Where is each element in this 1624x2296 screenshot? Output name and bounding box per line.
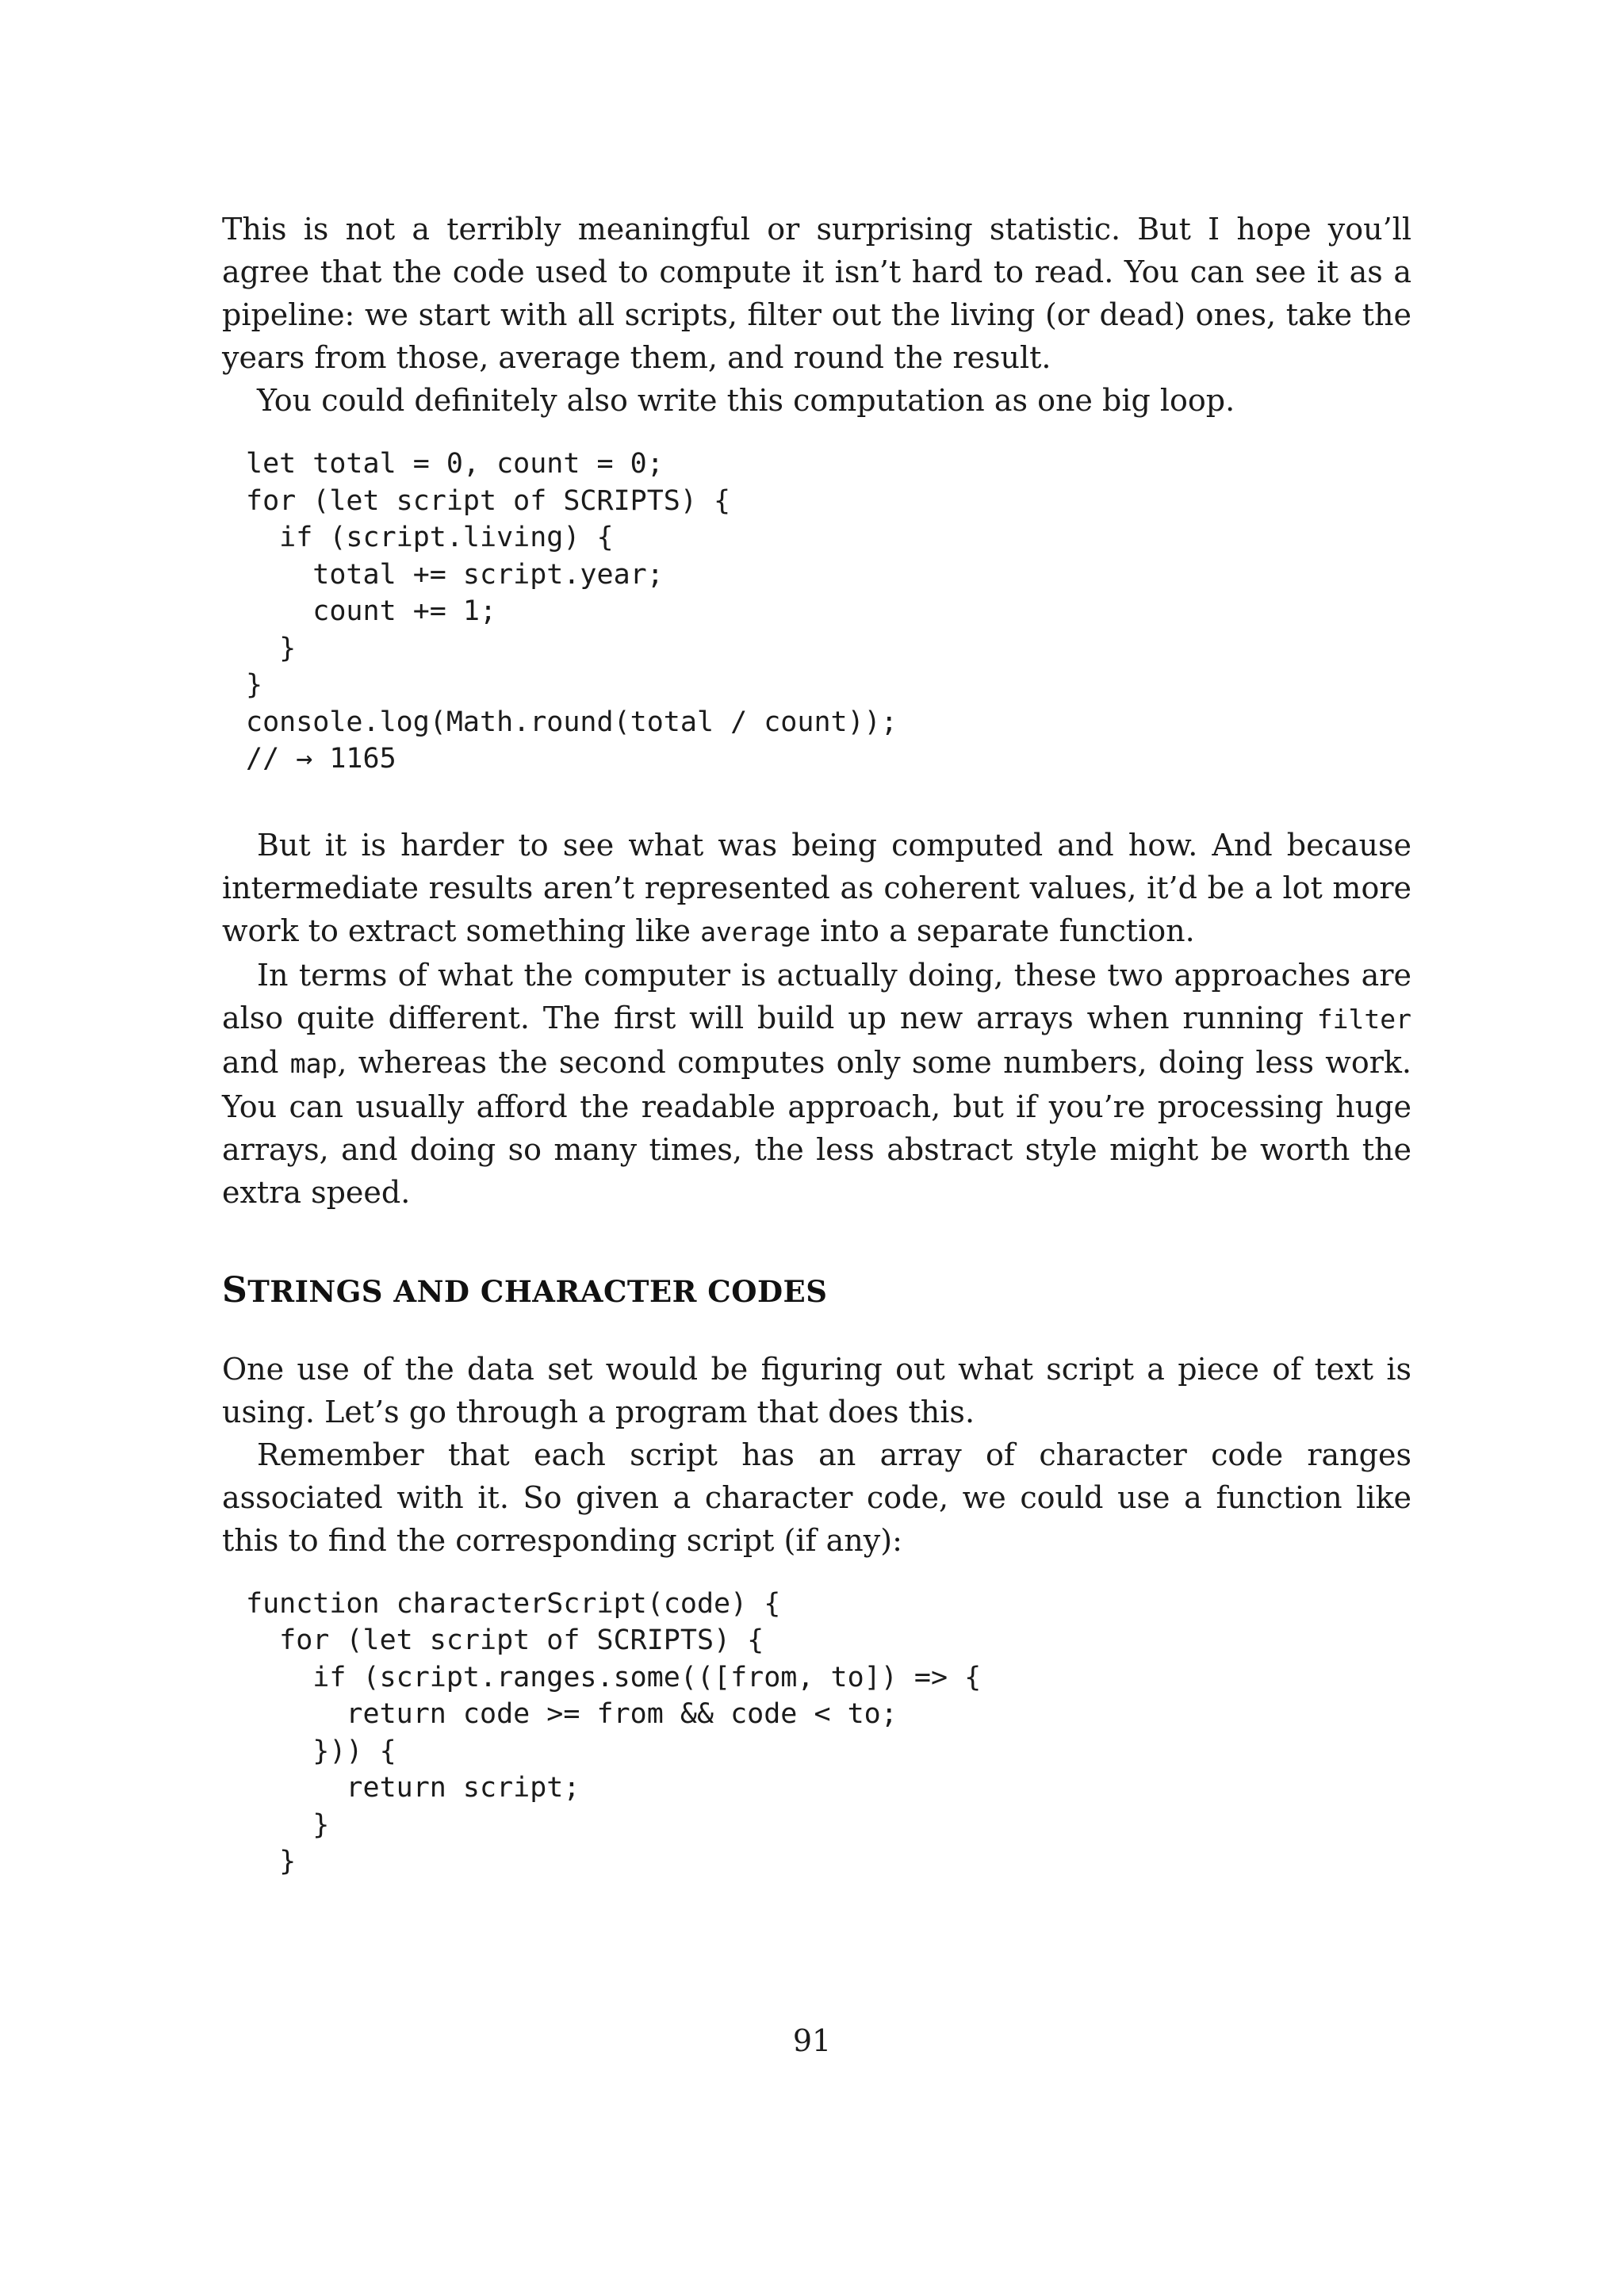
page-content	[222, 208, 1411, 1881]
paragraph-loop-intro: You could definitely also write this computation as one big loop.	[257, 383, 1235, 418]
paragraph-harder-to-see	[222, 824, 1411, 954]
paragraph-approaches	[222, 954, 1411, 1214]
text-run: into a separate function.	[810, 913, 1195, 948]
section-heading	[222, 1269, 1411, 1313]
text-run: But it is harder to see what was being computed and how. And because intermediate results aren’t represented as coherent values, it’d be a lot more work to extract something like	[222, 827, 1411, 948]
paragraph-data-set-use: One use of the data set would be figuring out what script a piece of text is using. Let’s go through a program that does this.	[222, 1351, 1411, 1429]
paragraph-ranges: Remember that each script has an array of character code ranges associated with it. So given a character code, we could use a function like this to find the corresponding script (if any):	[222, 1437, 1411, 1558]
inline-code-map: map	[289, 1047, 338, 1079]
code-block-character-script: function characterScript(code) { for (let script of SCRIPTS) { if (script.ranges.some(([from, to]) => { return code >= from && code < to; })) { return script; } }	[246, 1587, 982, 1877]
heading-initial: S	[222, 1269, 248, 1311]
page-number: 91	[792, 2023, 832, 2058]
code-block-loop: let total = 0, count = 0; for (let script of SCRIPTS) { if (script.living) { total += script.year; count += 1; } } console.log(Math.round(total / count)); // → 1165	[246, 448, 898, 775]
text-run: and	[222, 1044, 290, 1080]
text-run: , whereas the second computes only some numbers, doing less work. You can usually afford the readable approach, but if you’re processing huge arrays, and doing so many times, the less abstract style might be worth the extra speed.	[222, 1044, 1411, 1210]
inline-code-average: average	[700, 916, 811, 947]
inline-code-filter: filter	[1316, 1003, 1411, 1035]
heading-small-caps: TRINGS AND CHARACTER CODES	[247, 1273, 828, 1309]
paragraph-pipeline: This is not a terribly meaningful or surprising statistic. But I hope you’ll agree that the code used to compute it isn’t hard to read. You can see it as a pipeline: we start with all scripts, filter out the living (or dead) ones, take the years from those, average them, and round the result.	[222, 212, 1411, 375]
text-run: In terms of what the computer is actually doing, these two approaches are also quite different. The first will build up new arrays when running	[222, 957, 1411, 1035]
